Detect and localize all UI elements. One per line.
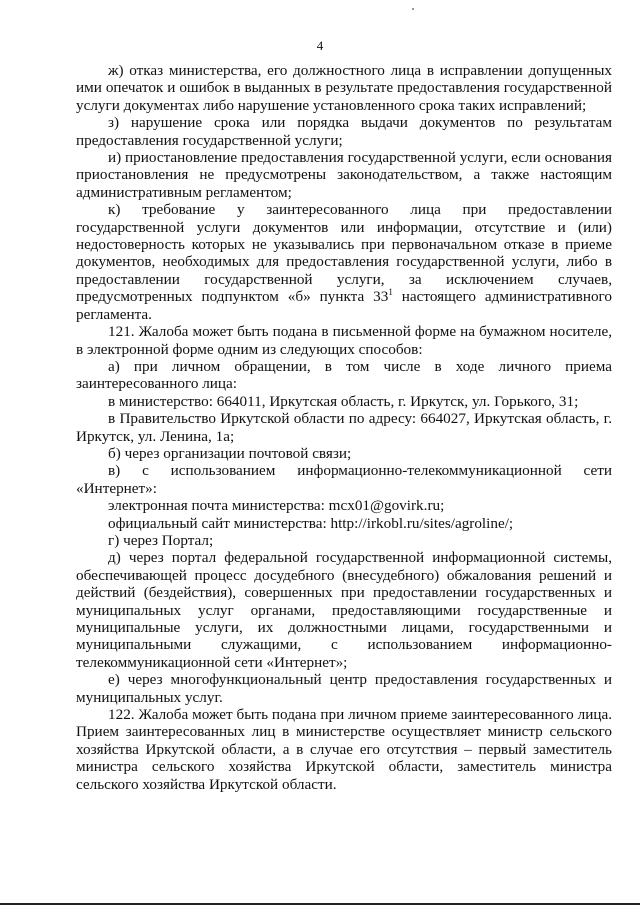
paragraph-z: з) нарушение срока или порядка выдачи документов по результатам предоставления государственной услуги; <box>76 114 612 149</box>
paragraph-e: е) через многофункциональный центр предоставления государственных и муниципальных услуг. <box>76 671 612 706</box>
scan-dot <box>412 8 414 10</box>
paragraph-zh: ж) отказ министерства, его должностного лица в исправлении допущенных ими опечаток и ошибок в выданных в результате предоставления государственной услуги документах либо нарушение установленного срока таких исправлений; <box>76 62 612 114</box>
page-number: 4 <box>316 38 324 53</box>
paragraph-121: 121. Жалоба может быть подана в письменной форме на бумажном носителе, в электронной форме одним из следующих способов: <box>76 323 612 358</box>
paragraph-k-end: настоящего административного регламента. <box>76 288 612 323</box>
paragraph-b: б) через организации почтовой связи; <box>108 444 352 462</box>
paragraph-a: а) при личном обращении, в том числе в ходе личного приема заинтересованного лица: <box>76 357 612 393</box>
ministry-email: электронная почта министерства: mcx01@govirk.ru; <box>108 497 445 515</box>
paragraph-v: в) с использованием информационно-телекоммуникационной сети «Интернет»: <box>76 462 612 497</box>
paragraph-122: 122. Жалоба может быть подана при личном приеме заинтересованного лица. Прием заинтересованных лиц в министерстве осуществляет министр сельского хозяйства Иркутской области, а в случае его отсутствия – первый заместитель министра сельского хозяйства Иркутской области, заместитель министра сельского хозяйства Иркутской области. <box>76 706 612 793</box>
paragraph-i: и) приостановление предоставления государственной услуги, если основания приостановления не предусмотрены законодательством, а также настоящим административным регламентом; <box>76 149 612 201</box>
government-address: в Правительство Иркутской области по адресу: 664027, Иркутская область, г. Иркутск, ул. Ленина, 1а; <box>76 410 612 445</box>
paragraph-k-superscript: 1 <box>388 287 393 298</box>
ministry-website: официальный сайт министерства: http://irkobl.ru/sites/agroline/; <box>108 514 514 532</box>
paragraph-d: д) через портал федеральной государственной информационной системы, обеспечивающей процесс досудебного (внесудебного) обжалования решений и действий (бездействия), совершенных при предоставлении государственных и муниципальных услуг органами, предоставляющими государственные и муниципальные услуги, их должностными лицами, государственными и муниципальными служащими, с использованием информационно-телекоммуникационной сети «Интернет»; <box>76 549 612 671</box>
paragraph-k <box>76 201 612 323</box>
document-body <box>76 62 612 793</box>
paragraph-k-main: к) требование у заинтересованного лица при предоставлении государственной услуги документов или информации, отсутствие и (или) недостоверность которых не указывались при первоначальном отказе в приеме документов, необходимых для предоставления государственной услуги, либо в предоставлении государственной услуги, за исключением случаев, предусмотренных подпунктом «б» пункта 33 <box>76 201 612 306</box>
paragraph-g: г) через Портал; <box>108 531 214 549</box>
ministry-address: в министерство: 664011, Иркутская область, г. Иркутск, ул. Горького, 31; <box>108 392 579 410</box>
